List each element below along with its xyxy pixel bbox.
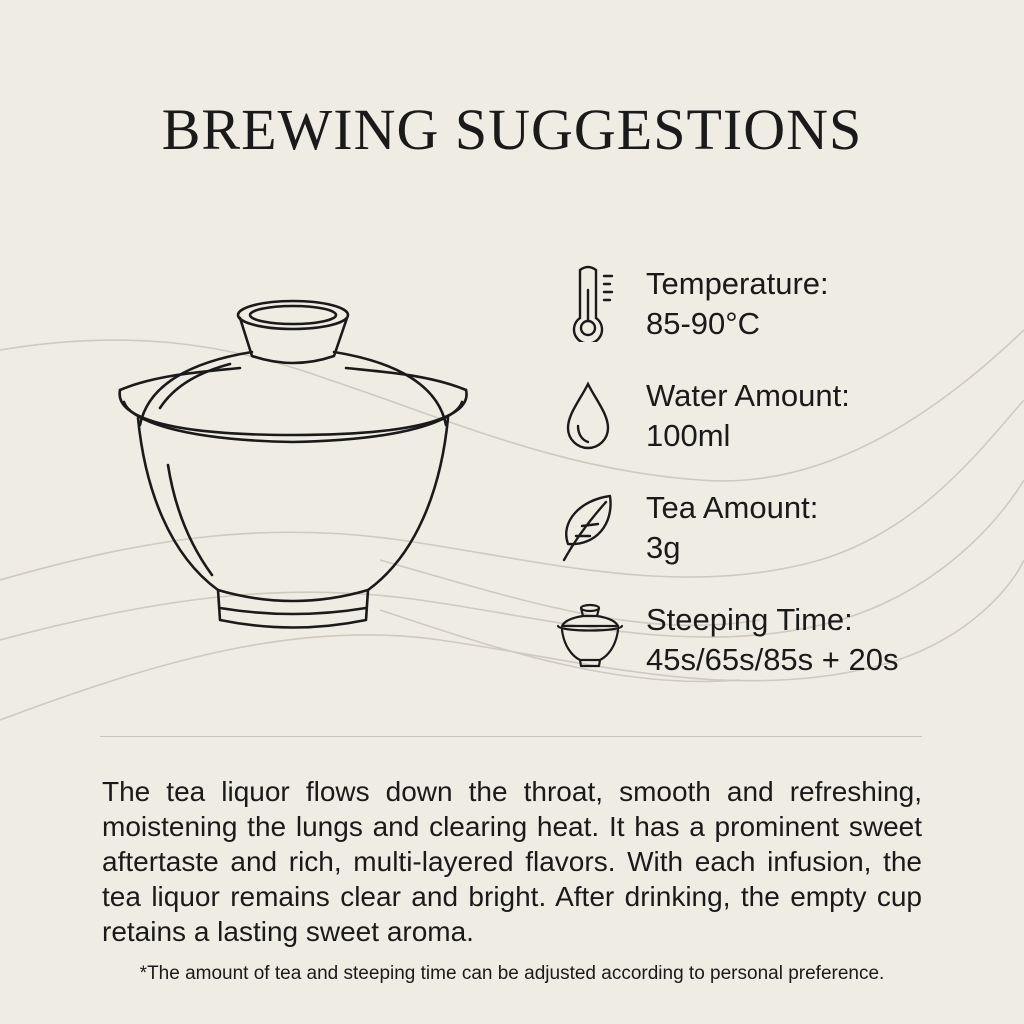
water-drop-icon (550, 374, 630, 454)
spec-steeping-time (550, 598, 1000, 710)
gaiwan-illustration (100, 290, 490, 640)
spec-value: 85-90°C (646, 306, 761, 341)
spec-label: Tea Amount: (646, 490, 819, 525)
spec-value: 100ml (646, 418, 731, 453)
spec-value: 45s/65s/85s + 20s (646, 642, 899, 677)
brewing-specs (550, 262, 1000, 710)
page-title: BREWING SUGGESTIONS (161, 97, 863, 162)
thermometer-icon (550, 262, 630, 342)
section-divider (100, 736, 922, 737)
spec-temperature (550, 262, 1000, 374)
spec-label: Temperature: (646, 266, 829, 301)
gaiwan-icon (550, 598, 630, 678)
spec-water-amount (550, 374, 1000, 486)
footnote: *The amount of tea and steeping time can be adjusted according to personal preference. (139, 963, 885, 984)
tea-leaf-icon (550, 486, 630, 566)
spec-tea-amount (550, 486, 1000, 598)
spec-value: 3g (646, 530, 681, 565)
tasting-description: The tea liquor flows down the throat, smooth and refreshing, moistening the lungs and clearing heat. It has a prominent sweet aftertaste and rich, multi-layered flavors. With each infusion, the tea liquor remains clear and bright. After drinking, the empty cup retains a lasting sweet aroma. (102, 776, 922, 947)
spec-label: Steeping Time: (646, 602, 853, 637)
spec-label: Water Amount: (646, 378, 850, 413)
